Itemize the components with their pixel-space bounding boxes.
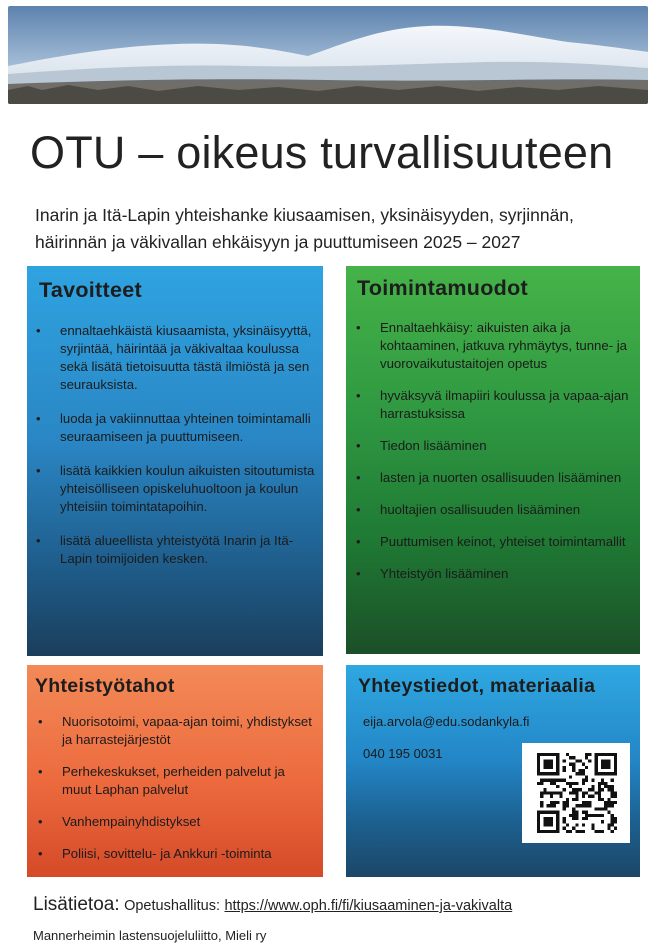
contact-email[interactable]: eija.arvola@edu.sodankyla.fi	[363, 714, 530, 729]
page-subtitle: Inarin ja Itä-Lapin yhteishanke kiusaamisen, yksinäisyyden, syrjinnän, häirinnän ja väkivallan ehkäisyyn ja puuttumiseen 2025 – 2027	[35, 205, 574, 252]
footer-organizations: Mannerheimin lastensuojeluliitto, Mieli ry	[33, 928, 267, 943]
list-item: • Yhteistyön lisääminen	[380, 565, 634, 583]
banner-landscape-image	[8, 6, 648, 104]
page-title: OTU – oikeus turvallisuuteen	[30, 127, 614, 178]
footer-org: Opetushallitus:	[124, 898, 220, 914]
tavoitteet-box	[27, 266, 323, 656]
tavoitteet-heading: Tavoitteet	[39, 278, 142, 302]
list-item: • huoltajien osallisuuden lisääminen	[380, 501, 634, 519]
yhteystiedot-box	[346, 665, 640, 877]
list-item: • ennaltaehkäistä kiusaamista, yksinäisyyttä, syrjintää, häirintää ja väkivaltaa koulussa sekä lisätä tietoisuutta tästä ilmiöstä ja sen seurauksista.	[60, 322, 315, 394]
list-item: • lisätä kaikkien koulun aikuisten sitoutumista yhteisölliseen opiskeluhuoltoon ja koulun yhteisiin toimintatapoihin.	[60, 462, 315, 516]
toimintamuodot-heading: Toimintamuodot	[357, 276, 528, 300]
contact-phone[interactable]: 040 195 0031	[363, 746, 443, 761]
yhteistyotahot-box	[27, 665, 323, 877]
list-item: • Nuorisotoimi, vapaa-ajan toimi, yhdistykset ja harrastejärjestöt	[62, 713, 316, 749]
qr-code-icon[interactable]	[537, 753, 617, 833]
list-item: • Poliisi, sovittelu- ja Ankkuri -toiminta	[62, 845, 316, 863]
list-item: • lisätä alueellista yhteistyötä Inarin ja Itä-Lapin toimijoiden kesken.	[60, 532, 315, 568]
list-item: • Puuttumisen keinot, yhteiset toimintamallit	[380, 533, 634, 551]
qr-code-panel	[522, 743, 630, 843]
yhteistyotahot-heading: Yhteistyötahot	[35, 675, 175, 697]
yhteistyotahot-list	[62, 713, 316, 877]
list-item: • Ennaltaehkäisy: aikuisten aika ja kohtaaminen, jatkuva ryhmäytys, tunne- ja vuorovaikutustaitojen opetus	[380, 319, 634, 373]
footer-more-info	[33, 894, 512, 916]
list-item: • Perhekeskukset, perheiden palvelut ja muut Laphan palvelut	[62, 763, 316, 799]
list-item: • lasten ja nuorten osallisuuden lisääminen	[380, 469, 634, 487]
tavoitteet-list	[60, 322, 315, 584]
list-item: • hyväksyvä ilmapiiri koulussa ja vapaa-ajan harrastuksissa	[380, 387, 634, 423]
yhteystiedot-heading: Yhteystiedot, materiaalia	[358, 675, 596, 697]
toimintamuodot-list	[380, 319, 634, 597]
list-item: • luoda ja vakiinnuttaa yhteinen toimintamalli seuraamiseen ja puuttumiseen.	[60, 410, 315, 446]
footer-lead: Lisätietoa:	[33, 894, 120, 915]
list-item: • Vanhempainyhdistykset	[62, 813, 316, 831]
footer-link[interactable]: https://www.oph.fi/fi/kiusaaminen-ja-vakivalta	[224, 898, 513, 914]
toimintamuodot-box	[346, 266, 640, 654]
list-item: • Tiedon lisääminen	[380, 437, 634, 455]
